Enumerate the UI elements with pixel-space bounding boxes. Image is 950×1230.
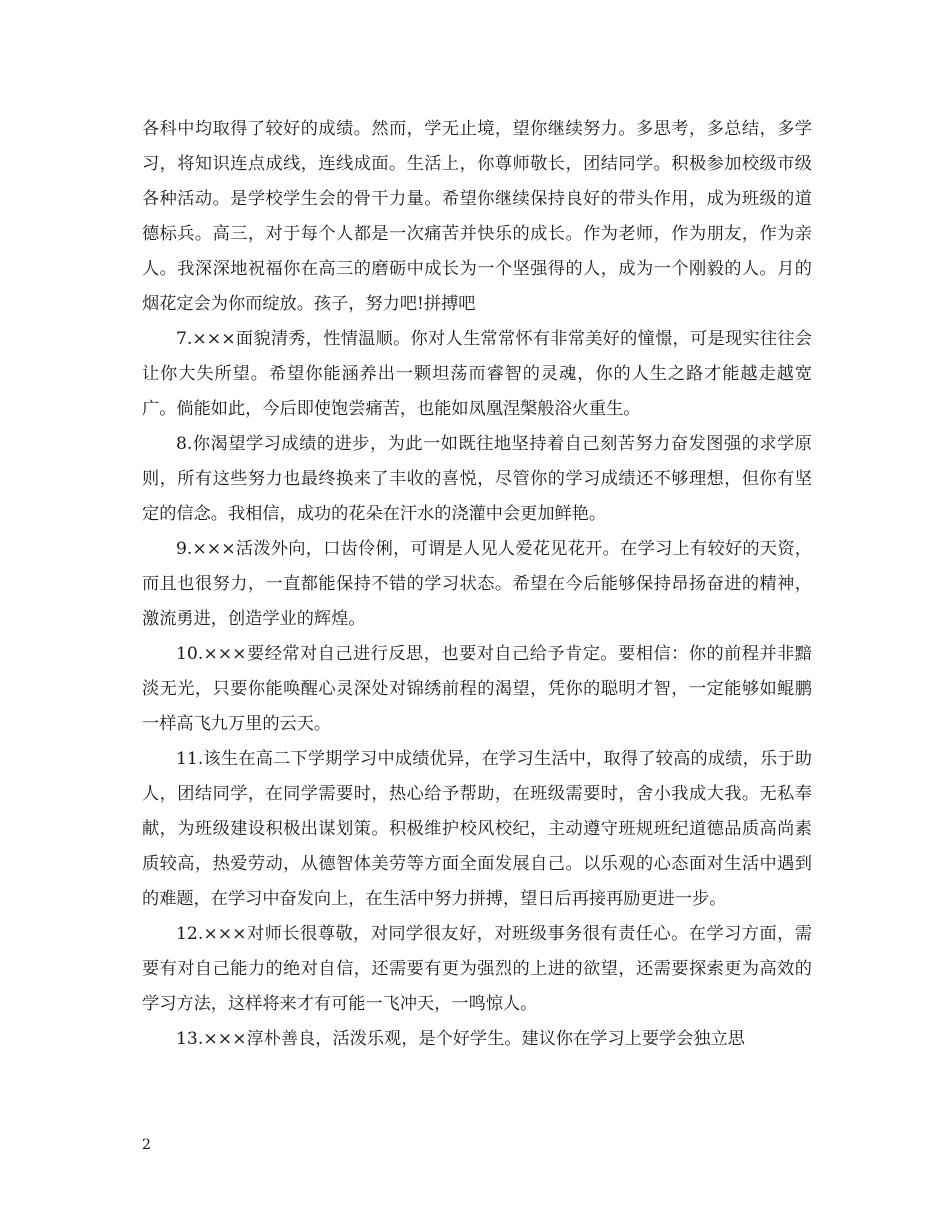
document-body (142, 112, 812, 1057)
page-number: 2 (142, 1137, 151, 1153)
paragraph-item-11: 11.该生在高二下学期学习中成绩优异，在学习生活中，取得了较高的成绩，乐于助人，团结同学，在同学需要时，热心给予帮助，在班级需要时，舍小我成大我。无私奉献，为班级建设积极出谋划策。积极维护校风校纪，主动遵守班规班纪道德品质高尚素质较高，热爱劳动，从德智体美劳等方面全面发展自己。以乐观的心态面对生活中遇到的难题，在学习中奋发向上，在生活中努力拼搏，望日后再接再励更进一步。 (142, 749, 812, 909)
paragraph-item-12: 12.×××对师长很尊敬，对同学很友好，对班级事务很有责任心。在学习方面，需要有对自己能力的绝对自信，还需要有更为强烈的上进的欲望，还需要探索更为高效的学习方法，这样将来才有可能一飞冲天，一鸣惊人。 (142, 924, 812, 1014)
paragraph-item-7: 7.×××面貌清秀，性情温顺。你对人生常常怀有非常美好的憧憬，可是现实往往会让你大失所望。希望你能涵养出一颗坦荡而睿智的灵魂，你的人生之路才能越走越宽广。倘能如此，今后即使饱尝痛苦，也能如凤凰涅槃般浴火重生。 (142, 329, 812, 419)
paragraph-continuation: 各科中均取得了较好的成绩。然而，学无止境，望你继续努力。多思考，多总结，多学习，将知识连点成线，连线成面。生活上，你尊师敬长，团结同学。积极参加校级市级各种活动。是学校学生会的骨干力量。希望你继续保持良好的带头作用，成为班级的道德标兵。高三，对于每个人都是一次痛苦并快乐的成长。作为老师，作为朋友，作为亲人。我深深地祝福你在高三的磨砺中成长为一个坚强得的人，成为一个刚毅的人。月的烟花定会为你而绽放。孩子，努力吧!拼搏吧 (142, 119, 812, 314)
paragraph-item-10: 10.×××要经常对自己进行反思，也要对自己给予肯定。要相信：你的前程并非黯淡无光，只要你能唤醒心灵深处对锦绣前程的渴望，凭你的聪明才智，一定能够如鲲鹏一样高飞九万里的云天。 (142, 644, 812, 734)
paragraph-item-8: 8.你渴望学习成绩的进步，为此一如既往地坚持着自己刻苦努力奋发图强的求学原则，所有这些努力也最终换来了丰收的喜悦，尽管你的学习成绩还不够理想，但你有坚定的信念。我相信，成功的花朵在汗水的浇灌中会更加鲜艳。 (142, 434, 812, 524)
paragraph-item-13: 13.×××淳朴善良，活泼乐观，是个好学生。建议你在学习上要学会独立思 (176, 1029, 745, 1049)
paragraph-item-9: 9.×××活泼外向，口齿伶俐，可谓是人见人爱花见花开。在学习上有较好的天资，而且也很努力，一直都能保持不错的学习状态。希望在今后能够保持昂扬奋进的精神，激流勇进，创造学业的辉煌。 (142, 539, 812, 629)
